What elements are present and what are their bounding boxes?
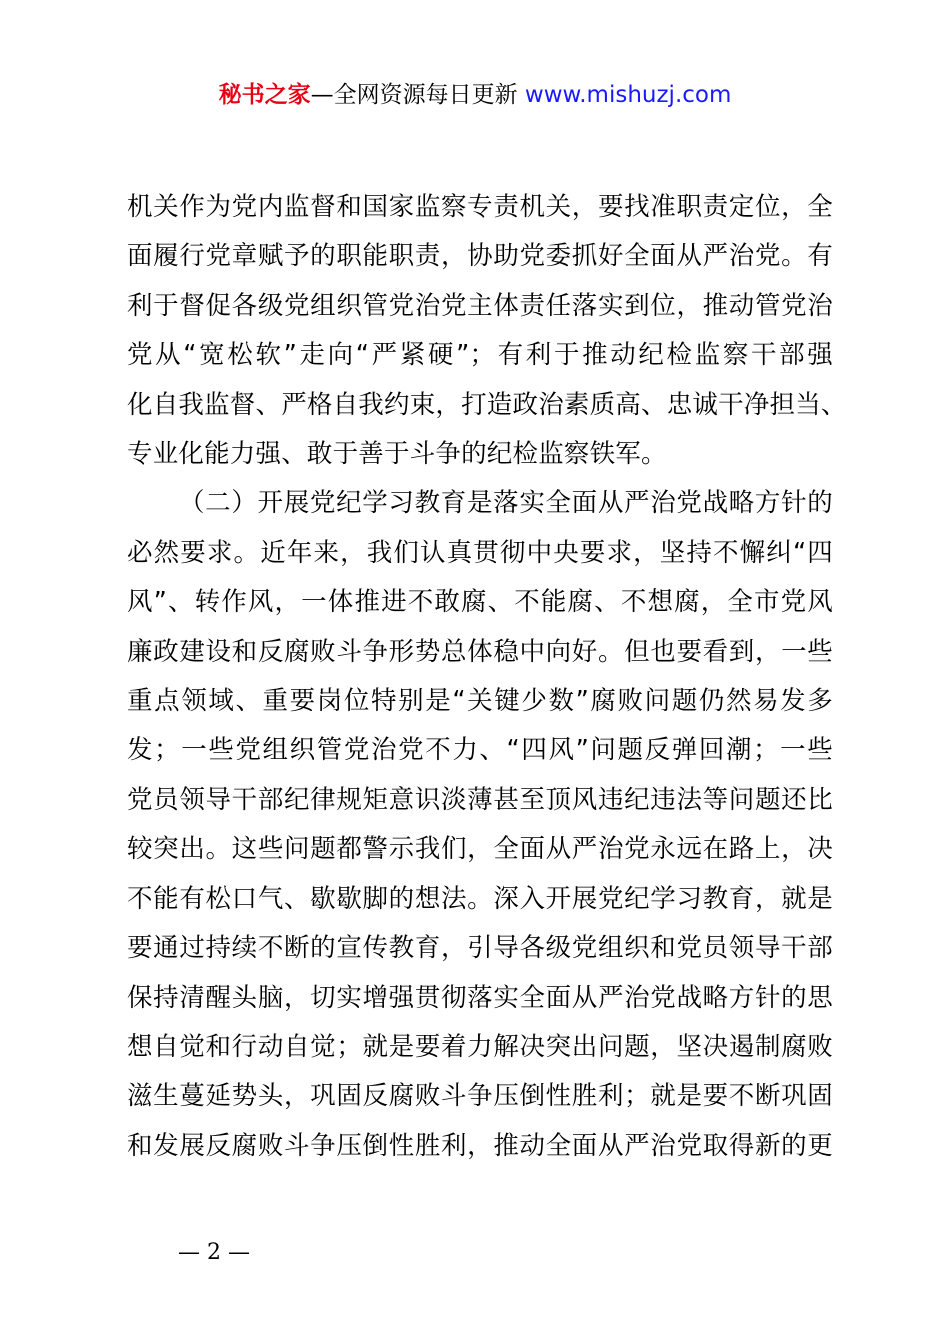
page-number: — 2 — [178, 1240, 250, 1265]
text-line: 风”、转作风，一体推进不敢腐、不能腐、不想腐，全市党风 [127, 587, 833, 618]
paragraph-2 [127, 479, 833, 1171]
text-line: 想自觉和行动自觉；就是要着力解决突出问题，坚决遏制腐败 [127, 1031, 833, 1062]
text-line: 利于督促各级党组织管党治党主体责任落实到位，推动管党治 [127, 290, 833, 321]
site-header [0, 78, 950, 112]
text-line: 要通过持续不断的宣传教育，引导各级党组织和党员领导干部 [127, 933, 833, 964]
text-line: 必然要求。近年来，我们认真贯彻中央要求，坚持不懈纠“四 [127, 537, 833, 568]
text-line: 机关作为党内监督和国家监察专责机关，要找准职责定位，全 [127, 192, 833, 222]
text-line: 发；一些党组织管党治党不力、“四风”问题反弹回潮；一些 [127, 735, 833, 766]
site-url[interactable]: www.mishuzj.com [524, 82, 732, 108]
text-line: 党员领导干部纪律规矩意识淡薄甚至顶风违纪违法等问题还比 [127, 784, 833, 815]
brand-name: 秘书之家 [218, 82, 311, 108]
document-body [127, 183, 847, 1171]
text-line: 廉政建设和反腐败斗争形势总体稳中向好。但也要看到，一些 [127, 636, 833, 667]
text-line: 不能有松口气、歇歇脚的想法。深入开展党纪学习教育，就是 [127, 883, 833, 914]
text-line: 面履行党章赋予的职能职责，协助党委抓好全面从严治党。有 [127, 241, 833, 272]
text-line: 专业化能力强、敢于善于斗争的纪检监察铁军。 [127, 439, 667, 470]
text-line: 较突出。这些问题都警示我们，全面从严治党永远在路上，决 [127, 834, 833, 865]
text-line: 党从“宽松软”走向“严紧硬”；有利于推动纪检监察干部强 [127, 340, 833, 371]
text-line: （二）开展党纪学习教育是落实全面从严治党战略方针的 [179, 488, 833, 519]
text-line: 和发展反腐败斗争压倒性胜利，推动全面从严治党取得新的更 [127, 1130, 833, 1161]
header-tagline: —全网资源每日更新 [310, 82, 525, 108]
paragraph-1 [127, 183, 847, 479]
text-line: 重点领域、重要岗位特别是“关键少数”腐败问题仍然易发多 [127, 686, 833, 717]
text-line: 化自我监督、严格自我约束，打造政治素质高、忠诚干净担当、 [127, 389, 847, 420]
text-line: 保持清醒头脑，切实增强贯彻落实全面从严治党战略方针的思 [127, 982, 833, 1013]
text-line: 滋生蔓延势头，巩固反腐败斗争压倒性胜利；就是要不断巩固 [127, 1081, 833, 1112]
